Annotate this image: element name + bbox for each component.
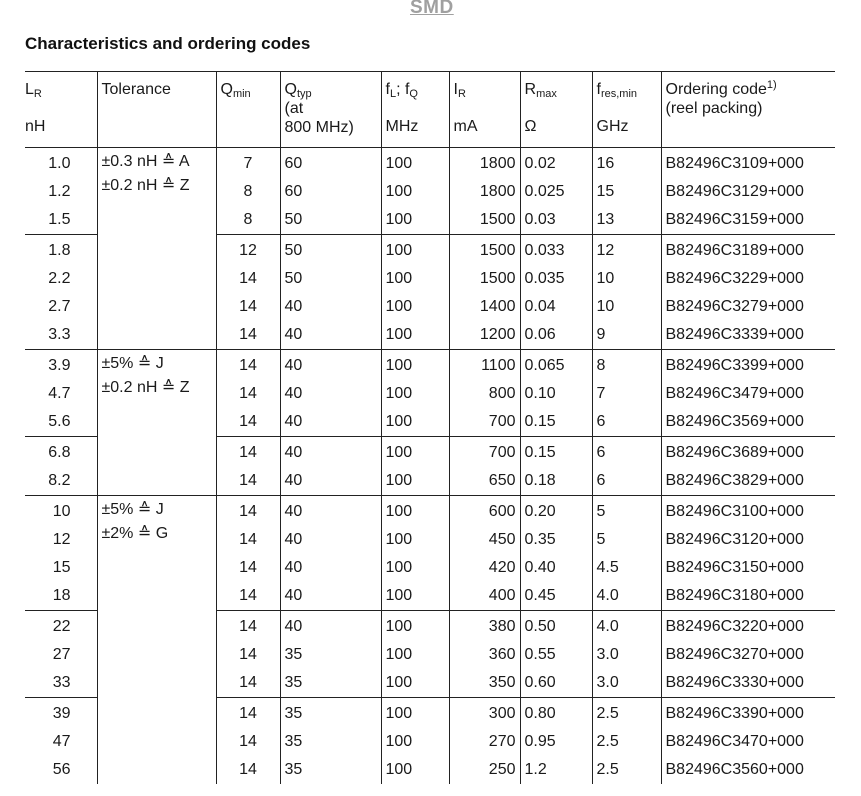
- cell-fl-fq: 100: [381, 321, 449, 350]
- cell-fres: 8: [592, 350, 661, 381]
- cell-ordering-code: B82496C3470+000: [661, 728, 835, 756]
- cell-qmin: 14: [216, 467, 280, 496]
- cell-qtyp: 40: [280, 408, 381, 437]
- cell-qtyp: 35: [280, 728, 381, 756]
- cell-ir: 380: [449, 611, 520, 642]
- cell-qmin: 14: [216, 611, 280, 642]
- cell-qmin: 14: [216, 350, 280, 381]
- cell-rmax: 0.50: [520, 611, 592, 642]
- cell-qtyp: 40: [280, 467, 381, 496]
- cell-fres: 2.5: [592, 698, 661, 729]
- cell-ir: 1800: [449, 148, 520, 179]
- cell-fl-fq: 100: [381, 669, 449, 698]
- cell-lr: 6.8: [25, 437, 97, 468]
- cell-tolerance: [97, 148, 216, 350]
- cell-fres: 6: [592, 437, 661, 468]
- tolerance-line: ±5% ≙ J: [101, 501, 164, 518]
- cell-ordering-code: B82496C3120+000: [661, 526, 835, 554]
- cell-qtyp: 50: [280, 235, 381, 266]
- cell-fl-fq: 100: [381, 756, 449, 784]
- cell-fl-fq: 100: [381, 293, 449, 321]
- cell-ir: 700: [449, 408, 520, 437]
- cell-ir: 300: [449, 698, 520, 729]
- cell-ordering-code: B82496C3180+000: [661, 582, 835, 611]
- tolerance-line: ±0.2 nH ≙ Z: [101, 177, 190, 194]
- cell-ordering-code: B82496C3229+000: [661, 265, 835, 293]
- cell-fres: 16: [592, 148, 661, 179]
- cell-qtyp: 40: [280, 321, 381, 350]
- cell-fres: 2.5: [592, 756, 661, 784]
- cell-fres: 2.5: [592, 728, 661, 756]
- cell-ordering-code: B82496C3330+000: [661, 669, 835, 698]
- cell-fres: 4.0: [592, 611, 661, 642]
- cell-fl-fq: 100: [381, 408, 449, 437]
- cell-fres: 5: [592, 526, 661, 554]
- cell-ordering-code: B82496C3339+000: [661, 321, 835, 350]
- cell-qmin: 14: [216, 265, 280, 293]
- cell-qtyp: 40: [280, 350, 381, 381]
- cell-ir: 700: [449, 437, 520, 468]
- cell-ir: 270: [449, 728, 520, 756]
- cell-fl-fq: 100: [381, 611, 449, 642]
- cell-rmax: 0.15: [520, 437, 592, 468]
- cell-qtyp: 40: [280, 554, 381, 582]
- col-header-ordering-code: Ordering code$^{1)}$ (reel packing): [661, 72, 835, 148]
- cell-fl-fq: 100: [381, 350, 449, 381]
- cell-fres: 5: [592, 496, 661, 527]
- col-header-ir: $I_R$ mA: [449, 72, 520, 148]
- cell-rmax: 0.04: [520, 293, 592, 321]
- page-title: Characteristics and ordering codes: [25, 34, 311, 53]
- cell-rmax: 0.18: [520, 467, 592, 496]
- table-row: [25, 350, 835, 381]
- cell-lr: 2.2: [48, 270, 71, 287]
- cell-lr: 10: [25, 496, 97, 527]
- cell-fres: 10: [592, 293, 661, 321]
- cell-qmin: 14: [216, 526, 280, 554]
- cell-rmax: 1.2: [520, 756, 592, 784]
- cell-ordering-code: B82496C3569+000: [661, 408, 835, 437]
- cell-lr: 1.2: [48, 183, 71, 200]
- cell-ir: 1400: [449, 293, 520, 321]
- cell-qtyp: 40: [280, 526, 381, 554]
- cell-ordering-code: B82496C3560+000: [661, 756, 835, 784]
- table-row: [25, 148, 835, 179]
- cell-fl-fq: 100: [381, 496, 449, 527]
- cell-tolerance: [97, 496, 216, 785]
- cell-ordering-code: B82496C3109+000: [661, 148, 835, 179]
- section-tag: SMD: [410, 0, 454, 18]
- cell-ordering-code: B82496C3129+000: [661, 178, 835, 206]
- col-header-lr: $L_R$ nH: [25, 72, 97, 148]
- cell-fres: 7: [592, 380, 661, 408]
- cell-rmax: 0.45: [520, 582, 592, 611]
- cell-fl-fq: 100: [381, 235, 449, 266]
- cell-ir: 250: [449, 756, 520, 784]
- cell-ir: 1500: [449, 206, 520, 235]
- cell-qmin: 8: [216, 206, 280, 235]
- col-header-qmin: $Q_{min}$: [216, 72, 280, 148]
- cell-qmin: 14: [216, 669, 280, 698]
- cell-fl-fq: 100: [381, 265, 449, 293]
- table-header-row: [25, 72, 835, 148]
- cell-rmax: 0.80: [520, 698, 592, 729]
- cell-qtyp: 35: [280, 641, 381, 669]
- cell-qtyp: 40: [280, 582, 381, 611]
- tolerance-line: ±2% ≙ G: [101, 525, 169, 542]
- cell-fl-fq: 100: [381, 380, 449, 408]
- cell-qtyp: 35: [280, 756, 381, 784]
- cell-ir: 800: [449, 380, 520, 408]
- cell-ordering-code: B82496C3159+000: [661, 206, 835, 235]
- table-body: [25, 148, 835, 785]
- cell-fl-fq: 100: [381, 582, 449, 611]
- cell-qmin: 14: [216, 437, 280, 468]
- cell-lr: 1.0: [25, 148, 97, 179]
- cell-rmax: 0.06: [520, 321, 592, 350]
- cell-qmin: 14: [216, 293, 280, 321]
- cell-qmin: 14: [216, 554, 280, 582]
- cell-ordering-code: B82496C3279+000: [661, 293, 835, 321]
- cell-lr: 4.7: [48, 385, 71, 402]
- col-header-tolerance: Tolerance: [97, 72, 216, 148]
- cell-lr: 1.8: [25, 235, 97, 266]
- cell-lr: 22: [25, 611, 97, 642]
- cell-qmin: 12: [216, 235, 280, 266]
- cell-qmin: 8: [216, 178, 280, 206]
- cell-rmax: 0.40: [520, 554, 592, 582]
- cell-rmax: 0.55: [520, 641, 592, 669]
- cell-ordering-code: B82496C3100+000: [661, 496, 835, 527]
- cell-qmin: 14: [216, 698, 280, 729]
- cell-qtyp: 35: [280, 669, 381, 698]
- cell-qmin: 14: [216, 408, 280, 437]
- cell-qmin: 14: [216, 728, 280, 756]
- cell-rmax: 0.95: [520, 728, 592, 756]
- cell-ordering-code: B82496C3479+000: [661, 380, 835, 408]
- cell-lr: 3.9: [25, 350, 97, 381]
- col-header-rmax: $R_{max}$ Ω: [520, 72, 592, 148]
- cell-fl-fq: 100: [381, 437, 449, 468]
- cell-qmin: 14: [216, 380, 280, 408]
- cell-rmax: 0.60: [520, 669, 592, 698]
- cell-qtyp: 60: [280, 148, 381, 179]
- cell-fres: 6: [592, 467, 661, 496]
- cell-lr: 8.2: [48, 472, 71, 489]
- cell-ir: 650: [449, 467, 520, 496]
- cell-rmax: 0.20: [520, 496, 592, 527]
- cell-qtyp: 50: [280, 265, 381, 293]
- table-row: [25, 496, 835, 527]
- cell-qmin: 7: [216, 148, 280, 179]
- cell-lr: 12: [52, 531, 71, 548]
- cell-fres: 3.0: [592, 669, 661, 698]
- cell-fres: 3.0: [592, 641, 661, 669]
- cell-fres: 13: [592, 206, 661, 235]
- cell-fl-fq: 100: [381, 554, 449, 582]
- cell-qmin: 14: [216, 756, 280, 784]
- cell-rmax: 0.15: [520, 408, 592, 437]
- cell-fres: 4.0: [592, 582, 661, 611]
- cell-qtyp: 40: [280, 611, 381, 642]
- cell-lr: 5.6: [48, 413, 71, 430]
- cell-rmax: 0.02: [520, 148, 592, 179]
- cell-rmax: 0.03: [520, 206, 592, 235]
- cell-lr: 27: [52, 646, 71, 663]
- cell-ir: 600: [449, 496, 520, 527]
- cell-fres: 9: [592, 321, 661, 350]
- col-header-fres: $f_{res,min}$ GHz: [592, 72, 661, 148]
- cell-qmin: 14: [216, 321, 280, 350]
- cell-qtyp: 50: [280, 206, 381, 235]
- cell-fl-fq: 100: [381, 526, 449, 554]
- cell-fl-fq: 100: [381, 148, 449, 179]
- cell-fres: 12: [592, 235, 661, 266]
- cell-rmax: 0.025: [520, 178, 592, 206]
- tolerance-line: ±0.3 nH ≙ A: [101, 153, 190, 170]
- cell-fres: 6: [592, 408, 661, 437]
- cell-fres: 15: [592, 178, 661, 206]
- cell-lr: 15: [52, 559, 71, 576]
- cell-lr: 1.5: [48, 211, 71, 228]
- cell-qtyp: 40: [280, 293, 381, 321]
- cell-lr: 18: [52, 587, 71, 604]
- cell-qmin: 14: [216, 641, 280, 669]
- cell-rmax: 0.35: [520, 526, 592, 554]
- cell-ir: 1500: [449, 235, 520, 266]
- cell-fl-fq: 100: [381, 206, 449, 235]
- cell-fl-fq: 100: [381, 641, 449, 669]
- cell-qmin: 14: [216, 582, 280, 611]
- cell-rmax: 0.035: [520, 265, 592, 293]
- tolerance-line: ±0.2 nH ≙ Z: [101, 379, 190, 396]
- cell-qmin: 14: [216, 496, 280, 527]
- cell-ordering-code: B82496C3829+000: [661, 467, 835, 496]
- cell-lr: 39: [25, 698, 97, 729]
- cell-lr: 2.7: [48, 298, 71, 315]
- cell-lr: 3.3: [48, 326, 71, 343]
- cell-qtyp: 40: [280, 380, 381, 408]
- cell-ordering-code: B82496C3689+000: [661, 437, 835, 468]
- cell-ordering-code: B82496C3399+000: [661, 350, 835, 381]
- cell-fl-fq: 100: [381, 467, 449, 496]
- cell-fres: 10: [592, 265, 661, 293]
- cell-fl-fq: 100: [381, 178, 449, 206]
- cell-ordering-code: B82496C3220+000: [661, 611, 835, 642]
- cell-ordering-code: B82496C3270+000: [661, 641, 835, 669]
- cell-ir: 1100: [449, 350, 520, 381]
- cell-lr: 56: [52, 761, 71, 778]
- cell-fl-fq: 100: [381, 698, 449, 729]
- cell-ir: 1800: [449, 178, 520, 206]
- cell-ir: 1500: [449, 265, 520, 293]
- cell-ir: 360: [449, 641, 520, 669]
- cell-ir: 420: [449, 554, 520, 582]
- col-header-fl-fq: $f_L$; $f_Q$ MHz: [381, 72, 449, 148]
- col-header-qtyp: $Q_{typ}$ (at 800 MHz): [280, 72, 381, 148]
- cell-ordering-code: B82496C3390+000: [661, 698, 835, 729]
- cell-lr: 47: [52, 733, 71, 750]
- cell-fres: 4.5: [592, 554, 661, 582]
- cell-ir: 400: [449, 582, 520, 611]
- cell-rmax: 0.065: [520, 350, 592, 381]
- cell-ir: 1200: [449, 321, 520, 350]
- cell-fl-fq: 100: [381, 728, 449, 756]
- cell-qtyp: 40: [280, 496, 381, 527]
- tolerance-line: ±5% ≙ J: [101, 355, 164, 372]
- cell-ir: 350: [449, 669, 520, 698]
- cell-ordering-code: B82496C3150+000: [661, 554, 835, 582]
- cell-qtyp: 35: [280, 698, 381, 729]
- characteristics-table: [25, 71, 835, 784]
- cell-lr: 33: [52, 674, 71, 691]
- cell-rmax: 0.10: [520, 380, 592, 408]
- cell-qtyp: 60: [280, 178, 381, 206]
- cell-ir: 450: [449, 526, 520, 554]
- cell-ordering-code: B82496C3189+000: [661, 235, 835, 266]
- cell-tolerance: [97, 350, 216, 496]
- cell-qtyp: 40: [280, 437, 381, 468]
- cell-rmax: 0.033: [520, 235, 592, 266]
